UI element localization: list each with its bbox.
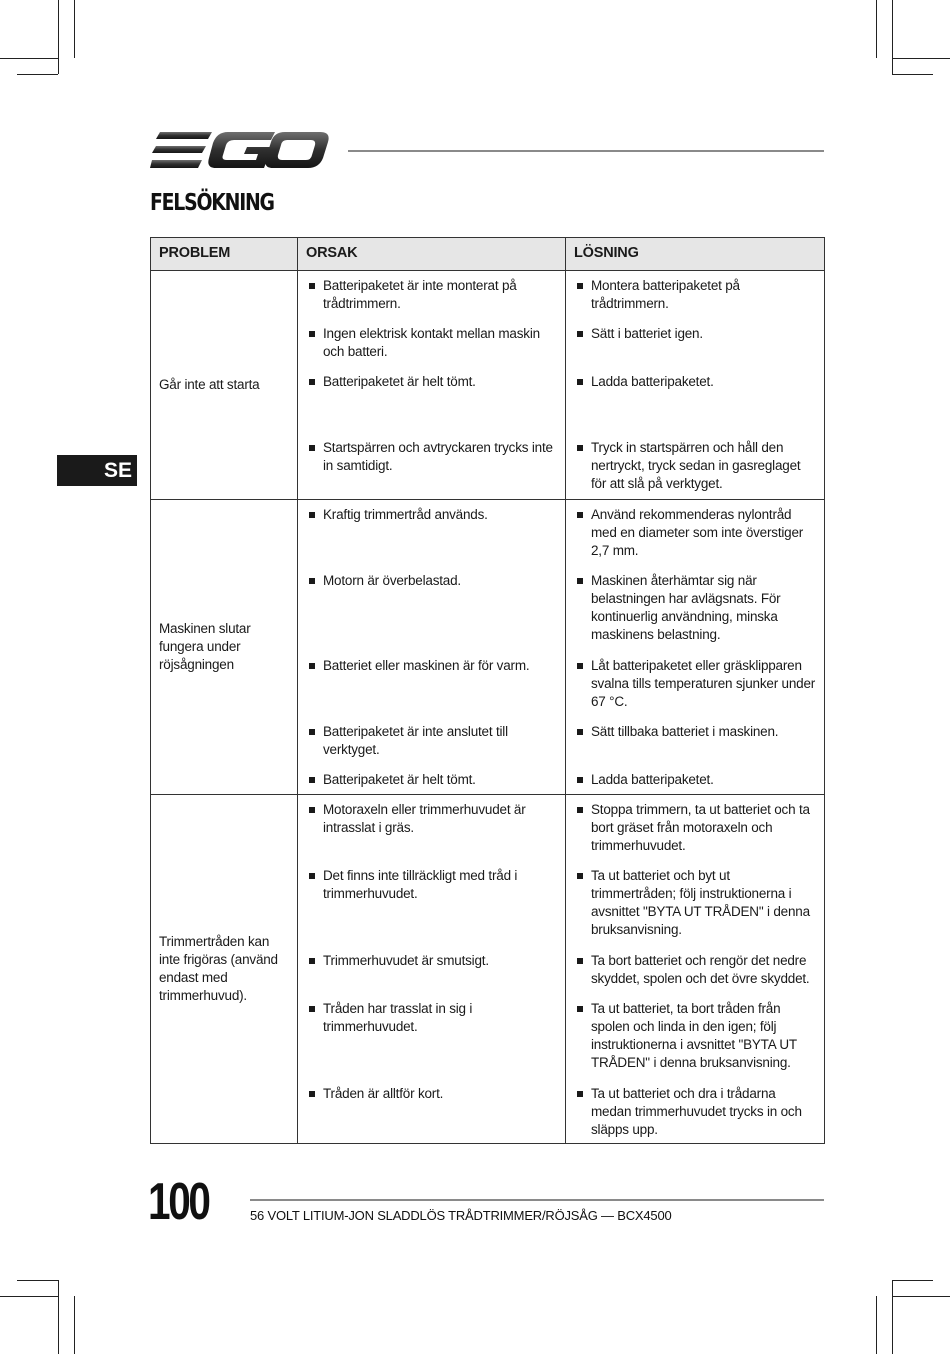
bullet-icon <box>309 807 315 813</box>
bullet-icon <box>309 958 315 964</box>
cause-item: Det finns inte tillräckligt med tråd i trimmerhuvudet. <box>306 867 557 952</box>
cause-cell <box>298 795 566 1144</box>
solution-cell <box>566 500 825 795</box>
solution-item: Använd rekommenderas nylontråd med en diameter som inte överstiger 2,7 mm. <box>574 506 816 572</box>
page-number: 100 <box>148 1173 209 1231</box>
bullet-icon <box>577 958 583 964</box>
cause-item: Motoraxeln eller trimmerhuvudet är intrasslat i gräs. <box>306 801 557 867</box>
troubleshooting-table <box>150 237 825 1144</box>
cause-item: Kraftig trimmertråd används. <box>306 506 557 572</box>
solution-item: Ladda batteripaketet. <box>574 771 816 789</box>
bullet-icon <box>577 512 583 518</box>
solution-item: Låt batteripaketet eller gräsklipparen svalna tills temperaturen sjunker under 67 °C. <box>574 657 816 723</box>
cause-item: Ingen elektrisk kontakt mellan maskin och batteri. <box>306 325 557 373</box>
solution-item: Montera batteripaketet på trådtrimmern. <box>574 277 816 325</box>
bullet-icon <box>309 445 315 451</box>
bullet-icon <box>577 283 583 289</box>
cause-item: Batteriet eller maskinen är för varm. <box>306 657 557 723</box>
page-title: FELSÖKNING <box>150 190 274 216</box>
ego-logo <box>150 130 330 170</box>
bullet-icon <box>309 1091 315 1097</box>
solution-item: Ta ut batteriet och byt ut trimmertråden; följ instruktionerna i avsnittet "BYTA UT TRÅDEN" i denna bruksanvisning. <box>574 867 816 952</box>
bullet-icon <box>309 1006 315 1012</box>
solution-item: Stoppa trimmern, ta ut batteriet och ta bort gräset från motoraxeln och trimmerhuvudet. <box>574 801 816 867</box>
footer-rule <box>250 1199 824 1201</box>
solution-item: Ta bort batteriet och rengör det nedre skyddet, spolen och det övre skyddet. <box>574 952 816 1000</box>
header-solution: LÖSNING <box>566 238 825 271</box>
solution-item: Sätt i batteriet igen. <box>574 325 816 373</box>
cause-item: Batteripaketet är inte monterat på trådtrimmern. <box>306 277 557 325</box>
header-cause: ORSAK <box>298 238 566 271</box>
bullet-icon <box>309 663 315 669</box>
bullet-icon <box>309 873 315 879</box>
bullet-icon <box>309 379 315 385</box>
cause-item: Batteripaketet är helt tömt. <box>306 771 557 789</box>
bullet-icon <box>577 1091 583 1097</box>
table-row <box>151 795 825 1144</box>
header-problem: PROBLEM <box>151 238 298 271</box>
bullet-icon <box>309 512 315 518</box>
bullet-icon <box>309 283 315 289</box>
cause-item: Batteripaketet är helt tömt. <box>306 373 557 439</box>
table-header-row <box>151 238 825 271</box>
table-row <box>151 500 825 795</box>
solution-item: Tryck in startspärren och håll den nertryckt, tryck sedan in gasreglaget för att slå på verktyget. <box>574 439 816 493</box>
cause-item: Batteripaketet är inte anslutet till verktyget. <box>306 723 557 771</box>
bullet-icon <box>577 873 583 879</box>
bullet-icon <box>309 578 315 584</box>
problem-cell: Går inte att starta <box>151 271 298 500</box>
solution-item: Ta ut batteriet och dra i trådarna medan trimmerhuvudet trycks in och släpps upp. <box>574 1085 816 1139</box>
bullet-icon <box>577 578 583 584</box>
header-rule <box>348 150 824 152</box>
bullet-icon <box>577 807 583 813</box>
bullet-icon <box>309 331 315 337</box>
bullet-icon <box>577 1006 583 1012</box>
cause-item: Tråden har trasslat in sig i trimmerhuvudet. <box>306 1000 557 1085</box>
problem-cell: Trimmertråden kan inte frigöras (använd endast med trimmerhuvud). <box>151 795 298 1144</box>
solution-item: Sätt tillbaka batteriet i maskinen. <box>574 723 816 771</box>
bullet-icon <box>577 777 583 783</box>
cause-cell <box>298 271 566 500</box>
bullet-icon <box>577 663 583 669</box>
solution-cell <box>566 271 825 500</box>
problem-cell: Maskinen slutar fungera under röjsågningen <box>151 500 298 795</box>
bullet-icon <box>577 379 583 385</box>
cause-cell <box>298 500 566 795</box>
solution-item: Maskinen återhämtar sig när belastningen har avlägsnats. För kontinuerlig användning, minska maskinens belastning. <box>574 572 816 657</box>
bullet-icon <box>309 729 315 735</box>
bullet-icon <box>577 445 583 451</box>
cause-item: Startspärren och avtryckaren trycks inte in samtidigt. <box>306 439 557 475</box>
bullet-icon <box>309 777 315 783</box>
language-tab: SE <box>57 455 137 486</box>
bullet-icon <box>577 331 583 337</box>
table-row <box>151 271 825 500</box>
solution-item: Ta ut batteriet, ta bort tråden från spolen och linda in den igen; följ instruktionerna i avsnittet "BYTA UT TRÅDEN" i denna bruksanvisning. <box>574 1000 816 1085</box>
cause-item: Tråden är alltför kort. <box>306 1085 557 1103</box>
solution-item: Ladda batteripaketet. <box>574 373 816 439</box>
footer-text: 56 VOLT LITIUM-JON SLADDLÖS TRÅDTRIMMER/RÖJSÅG — BCX4500 <box>250 1208 672 1223</box>
bullet-icon <box>577 729 583 735</box>
solution-cell <box>566 795 825 1144</box>
cause-item: Motorn är överbelastad. <box>306 572 557 657</box>
cause-item: Trimmerhuvudet är smutsigt. <box>306 952 557 1000</box>
